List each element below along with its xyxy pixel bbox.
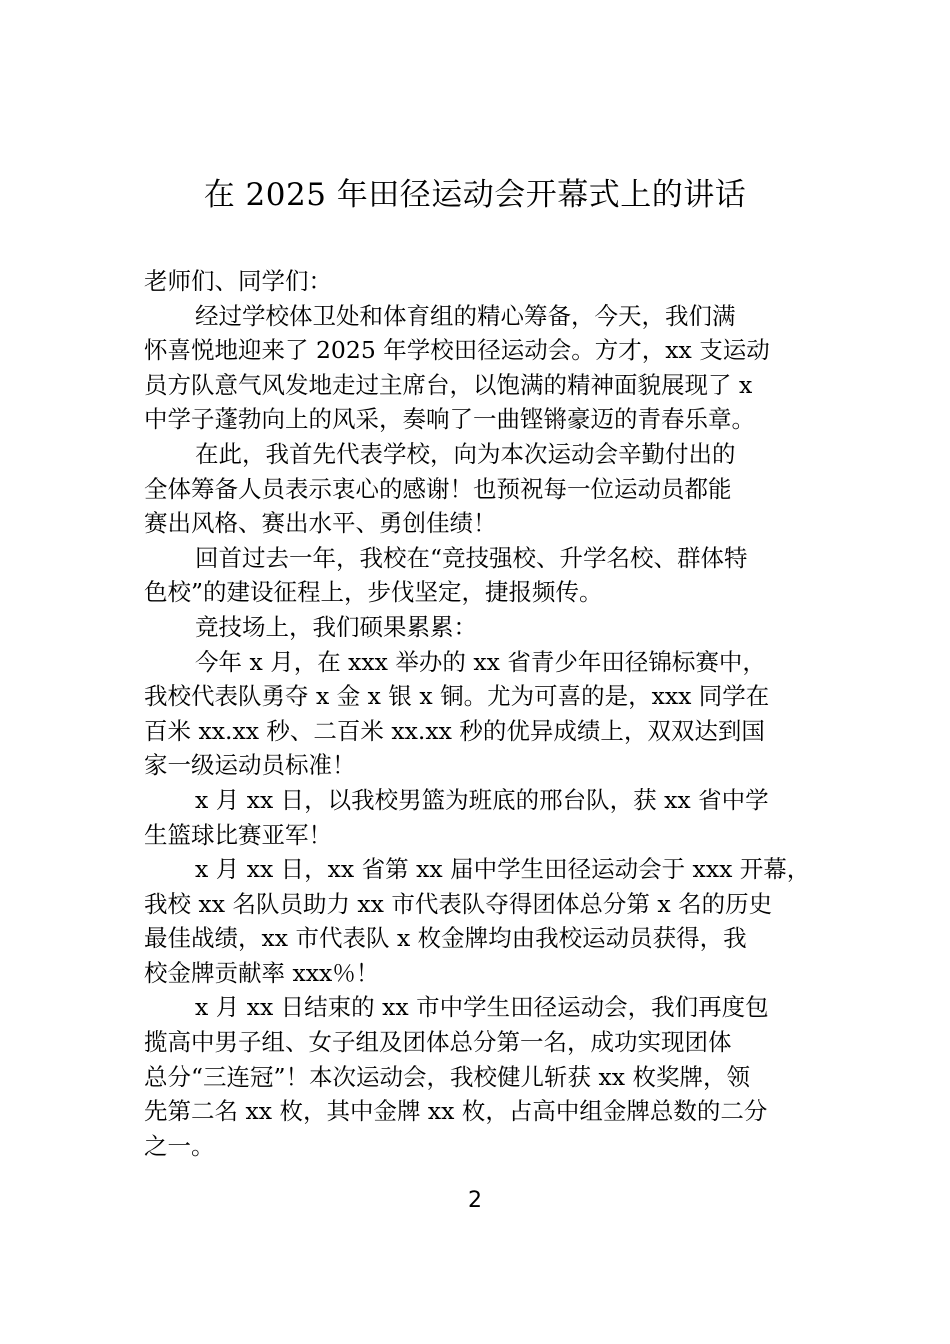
document-title: 在 2025 年田径运动会开幕式上的讲话 [203,177,747,213]
paragraph-line: 校金牌贡献率 xxx％！ [144,958,380,987]
paragraph-line: 我校代表队勇夺 x 金 x 银 x 铜。尤为可喜的是，xxx 同学在 [144,682,770,711]
salutation: 老师们、同学们： [144,267,332,295]
paragraph [144,645,816,783]
paragraph-line: 中学子蓬勃向上的风采，奏响了一曲铿锵豪迈的青春乐章。 [144,405,755,434]
paragraph-line: 总分“三连冠”！本次运动会，我校健儿斩获 xx 枚奖牌，领 [144,1062,750,1091]
paragraph-line: x 月 xx 日结束的 xx 市中学生田径运动会，我们再度包 [195,993,769,1022]
paragraph-line: 之一。 [144,1131,215,1160]
paragraph [144,610,816,645]
paragraph [144,299,816,437]
paragraph-line: 先第二名 xx 枚，其中金牌 xx 枚，占高中组金牌总数的二分 [144,1097,768,1126]
paragraph [144,852,816,990]
paragraph [144,541,816,610]
page-number: 2 [468,1188,482,1213]
document-body [144,264,816,1163]
paragraph-line: 色校”的建设征程上，步伐坚定，捷报频传。 [144,578,603,607]
paragraph-line: 家一级运动员标准！ [144,751,356,780]
paragraph [144,783,816,852]
paragraph-line: x 月 xx 日，以我校男篮为班底的邢台队，获 xx 省中学 [195,785,769,814]
paragraph-line: 今年 x 月，在 xxx 举办的 xx 省青少年田径锦标赛中， [195,647,766,676]
paragraph-line: 赛出风格、赛出水平、勇创佳绩！ [144,509,497,538]
paragraph-line: 全体筹备人员表示衷心的感谢！也预祝每一位运动员都能 [144,474,732,503]
paragraph-line: 怀喜悦地迎来了 2025 年学校田径运动会。方才，xx 支运动 [144,336,770,365]
paragraph-line: 生篮球比赛亚军！ [144,820,332,849]
paragraph-list [144,299,816,1164]
paragraph-line: x 月 xx 日，xx 省第 xx 届中学生田径运动会于 xxx 开幕， [195,855,811,884]
paragraph [144,990,816,1163]
paragraph-line: 回首过去一年，我校在“竞技强校、升学名校、群体特 [195,543,748,572]
paragraph-line: 最佳战绩，xx 市代表队 x 枚金牌均由我校运动员获得，我 [144,924,747,953]
paragraph-line: 竞技场上，我们硕果累累： [195,612,477,641]
paragraph-line: 百米 xx.xx 秒、二百米 xx.xx 秒的优异成绩上，双双达到国 [144,716,765,745]
paragraph [144,437,816,541]
paragraph-line: 员方队意气风发地走过主席台，以饱满的精神面貌展现了 x [144,370,753,399]
paragraph-line: 我校 xx 名队员助力 xx 市代表队夺得团体总分第 x 名的历史 [144,889,773,918]
paragraph-line: 揽高中男子组、女子组及团体总分第一名，成功实现团体 [144,1028,732,1057]
paragraph-line: 在此，我首先代表学校，向为本次运动会辛勤付出的 [195,439,736,468]
paragraph-line: 经过学校体卫处和体育组的精心筹备，今天，我们满 [195,301,736,330]
